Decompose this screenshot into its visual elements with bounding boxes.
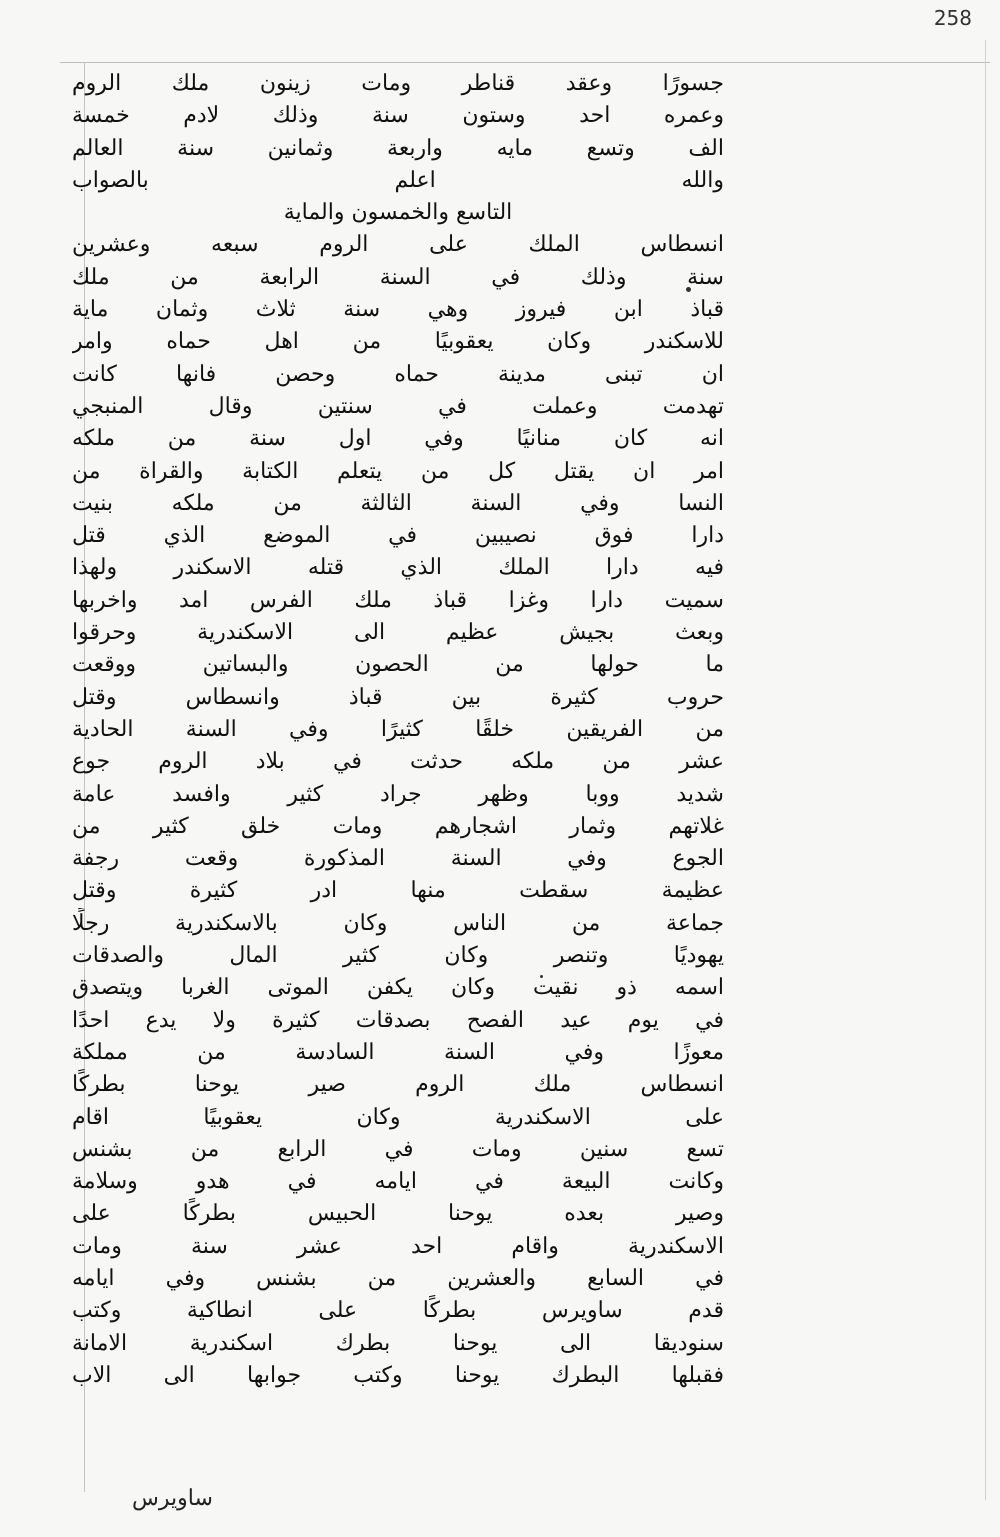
text-line: عظيمة سقطت منها ادر كثيرة وقتل bbox=[72, 878, 724, 904]
text-line: النسا وفي السنة الثالثة من ملكه بنيت bbox=[72, 490, 724, 516]
text-line: تسع سنين ومات في الرابع من بشنس bbox=[72, 1136, 724, 1162]
text-line: غلاتهم وثمار اشجارهم ومات خلق كثير من bbox=[72, 813, 724, 839]
text-line: فقبلها البطرك يوحنا وكتب جوابها الى الاب bbox=[72, 1362, 724, 1388]
text-line: جسورًا وعقد قناطر ومات زينون ملك الروم bbox=[72, 71, 724, 96]
text-line: الف وتسع مايه واربعة وثمانين سنة العالم bbox=[72, 135, 724, 161]
catchword: ساويرس bbox=[132, 1486, 213, 1511]
text-line: جماعة من الناس وكان بالاسكندرية رجلًا bbox=[72, 910, 724, 936]
text-line: وعمره احد وستون سنة وذلك لادم خمسة bbox=[72, 103, 724, 129]
text-line: من الفريقين خلقًا كثيرًا وفي السنة الحادية bbox=[72, 716, 724, 742]
text-line: في السابع والعشرين من بشنس وفي ايامه bbox=[72, 1265, 724, 1291]
text-line: اسمه ذو نقيت وكان يكفن الموتى الغربا ويتصدق bbox=[72, 975, 724, 1001]
text-line: قباذ ابن فيروز وهي سنة ثلاث وثمان ماية bbox=[72, 297, 724, 323]
text-line: سميت دارا وغزا قباذ ملك الفرس امد واخربها bbox=[72, 587, 724, 613]
text-line: الجوع وفي السنة المذكورة وقعت رجفة bbox=[72, 846, 724, 872]
text-line: عشر من ملكه حدثت في بلاد الروم جوع bbox=[72, 749, 724, 775]
text-line: دارا فوق نصيبين في الموضع الذي قتل bbox=[72, 523, 724, 549]
text-line: سنة وذلك في السنة الرابعة من ملك bbox=[72, 264, 724, 290]
text-line: وبعث بجيش عظيم الى الاسكندرية وحرقوا bbox=[72, 620, 724, 646]
text-line: والله اعلم بالصواب bbox=[72, 167, 724, 193]
top-ruling-line bbox=[60, 62, 990, 63]
text-line: يهوديًا وتنصر وكان كثير المال والصدقات bbox=[72, 943, 724, 969]
text-line: حروب كثيرة بين قباذ وانسطاس وقتل bbox=[72, 684, 724, 710]
text-line: ما حولها من الحصون والبساتين ووقعت bbox=[72, 652, 724, 678]
text-line: وكانت البيعة في ايامه في هدو وسلامة bbox=[72, 1169, 724, 1195]
text-line: على الاسكندرية وكان يعقوبيًا اقام bbox=[72, 1104, 724, 1130]
text-line: انسطاس الملك على الروم سبعه وعشرين bbox=[72, 232, 724, 258]
text-line: قدم ساويرس بطركًا على انطاكية وكتب bbox=[72, 1298, 724, 1324]
text-line: وصير بعده يوحنا الحبيس بطركًا على bbox=[72, 1201, 724, 1227]
folio-number: 258 bbox=[933, 6, 972, 30]
text-line: سنوديقا الى يوحنا بطرك اسكندرية الامانة bbox=[72, 1330, 724, 1356]
text-line: معوزًا وفي السنة السادسة من مملكة bbox=[72, 1039, 724, 1065]
text-line: شديد ووبا وظهر جراد كثير وافسد عامة bbox=[72, 781, 724, 807]
text-line: فيه دارا الملك الذي قتله الاسكندر ولهذا bbox=[72, 555, 724, 581]
text-line: الاسكندرية واقام احد عشر سنة ومات bbox=[72, 1233, 724, 1259]
text-line: انه كان منانيًا وفي اول سنة من ملكه bbox=[72, 426, 724, 452]
manuscript-text-block bbox=[72, 68, 724, 1392]
text-line: انسطاس ملك الروم صير يوحنا بطركًا bbox=[72, 1072, 724, 1098]
text-line: امر ان يقتل كل من يتعلم الكتابة والقراة من bbox=[72, 458, 724, 484]
text-line: ان تبنى مدينة حماه وحصن فانها كانت bbox=[72, 361, 724, 387]
text-line: تهدمت وعملت في سنتين وقال المنبجي bbox=[72, 393, 724, 419]
text-line: في يوم عيد الفصح بصدقات كثيرة ولا يدع احدًا bbox=[72, 1007, 724, 1033]
text-line: للاسكندر وكان يعقوبيًا من اهل حماه وامر bbox=[72, 329, 724, 355]
right-ruling-line bbox=[985, 40, 986, 1500]
section-heading: التاسع والخمسون والماية bbox=[283, 200, 513, 226]
